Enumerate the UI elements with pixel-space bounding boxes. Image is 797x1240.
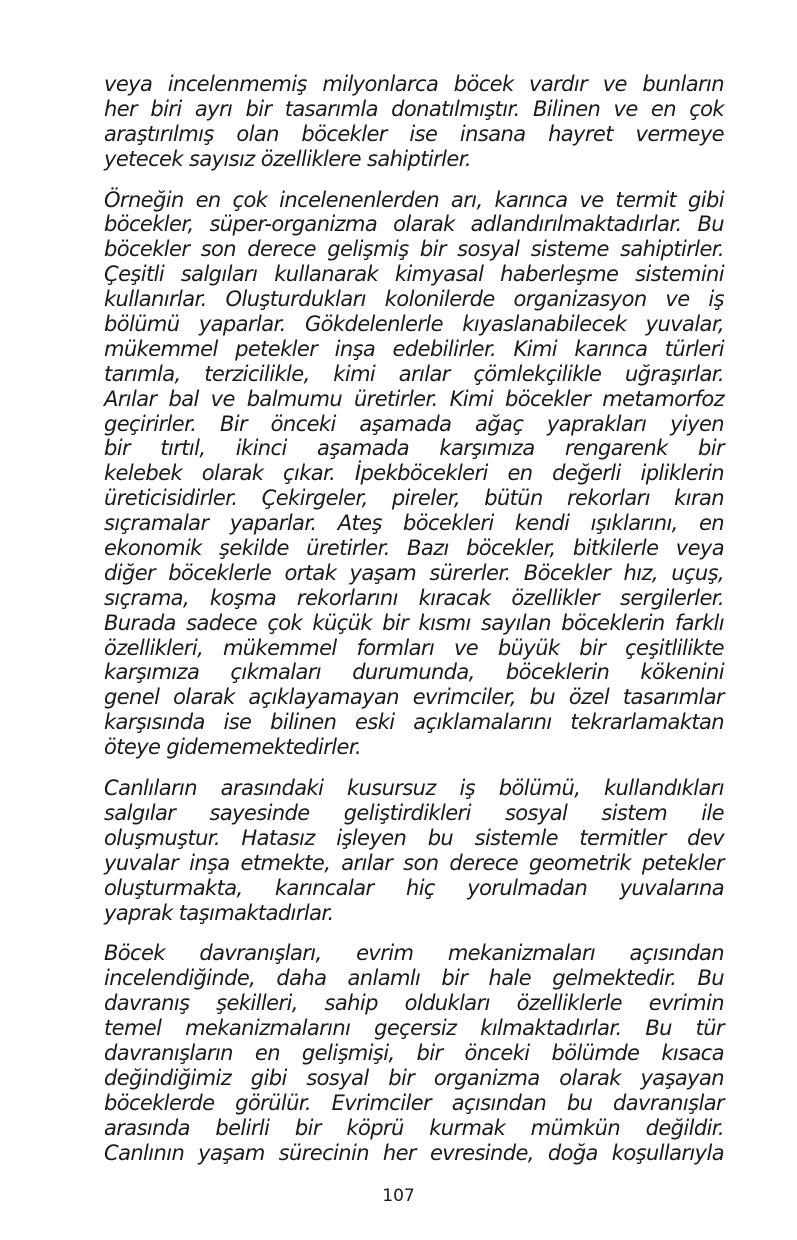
text-line: arasında belirli bir köprü kurmak mümkün değildir. bbox=[104, 1115, 724, 1140]
text-line: Burada sadece çok küçük bir kısmı sayılan böceklerin farklı bbox=[104, 610, 724, 635]
text-line: araştırılmış olan böcekler ise insana hayret vermeye bbox=[104, 121, 724, 146]
text-line: her biri ayrı bir tasarımla donatılmıştır. Bilinen ve en çok bbox=[104, 96, 724, 121]
text-line: Arılar bal ve balmumu üretirler. Kimi böcekler metamorfoz bbox=[104, 386, 724, 411]
text-line: ekonomik şekilde üretirler. Bazı böcekler, bitkilerle veya bbox=[104, 536, 724, 561]
text-line: genel olarak açıklayamayan evrimciler, bu özel tasarımlar bbox=[104, 685, 724, 710]
text-line: oluşmuştur. Hatasız işleyen bu sistemle termitler dev bbox=[104, 825, 724, 850]
paragraph bbox=[104, 72, 724, 172]
text-line: kelebek olarak çıkar. İpekböcekleri en değerli ipliklerin bbox=[104, 461, 724, 486]
text-line: davranış şekilleri, sahip oldukları özelliklerle evrimin bbox=[104, 991, 724, 1016]
text-line: karşısında ise bilinen eski açıklamalarını tekrarlamaktan bbox=[104, 710, 724, 735]
text-line: sıçrama, koşma rekorlarını kıracak özellikler sergilerler. bbox=[104, 585, 724, 610]
paragraph bbox=[104, 941, 724, 1165]
text-line: mükemmel petekler inşa edebilirler. Kimi karınca türleri bbox=[104, 336, 724, 361]
text-line: üreticisidirler. Çekirgeler, pireler, bütün rekorları kıran bbox=[104, 486, 724, 511]
text-line: böceklerde görülür. Evrimciler açısından bu davranışlar bbox=[104, 1090, 724, 1115]
text-line: yetecek sayısız özelliklere sahiptirler. bbox=[104, 146, 471, 171]
text-line: salgılar sayesinde geliştirdikleri sosyal sistem ile bbox=[104, 800, 724, 825]
text-line: temel mekanizmalarını geçersiz kılmaktadırlar. Bu tür bbox=[104, 1016, 724, 1041]
text-line: oluşturmakta, karıncalar hiç yorulmadan yuvalarına bbox=[104, 875, 724, 900]
text-line: Çeşitli salgıları kullanarak kimyasal haberleşme sistemini bbox=[104, 262, 724, 287]
text-line: veya incelenmemiş milyonlarca böcek vardır ve bunların bbox=[104, 72, 724, 96]
paragraph bbox=[104, 188, 724, 760]
text-line: bir tırtıl, ikinci aşamada karşımıza rengarenk bir bbox=[104, 436, 724, 461]
text-line: Canlıların arasındaki kusursuz iş bölümü, kullandıkları bbox=[104, 776, 724, 801]
page-body bbox=[104, 72, 724, 1181]
text-line: davranışların en gelişmişi, bir önceki bölümde kısaca bbox=[104, 1040, 724, 1065]
text-line: öteye gidememektedirler. bbox=[104, 735, 362, 760]
text-line: kullanırlar. Oluşturdukları kolonilerde organizasyon ve iş bbox=[104, 287, 724, 312]
text-line: diğer böceklerle ortak yaşam sürerler. Böcekler hız, uçuş, bbox=[104, 560, 724, 585]
text-line: yaprak taşımaktadırlar. bbox=[104, 900, 334, 925]
text-line: incelendiğinde, daha anlamlı bir hale gelmektedir. Bu bbox=[104, 966, 724, 991]
text-line: karşımıza çıkmaları durumunda, böceklerin kökenini bbox=[104, 660, 724, 685]
text-line: sıçramalar yaparlar. Ateş böcekleri kendi ışıklarını, en bbox=[104, 511, 724, 536]
text-line: değindiğimiz gibi sosyal bir organizma olarak yaşayan bbox=[104, 1065, 724, 1090]
text-line: tarımla, terzicilikle, kimi arılar çömlekçilikle uğraşırlar. bbox=[104, 361, 724, 386]
text-line: Canlının yaşam sürecinin her evresinde, doğa koşullarıyla bbox=[104, 1140, 724, 1165]
text-line: böcekler son derece gelişmiş bir sosyal sisteme sahiptirler. bbox=[104, 237, 724, 262]
paragraph bbox=[104, 776, 724, 925]
text-line: böcekler, süper-organizma olarak adlandırılmaktadırlar. Bu bbox=[104, 212, 724, 237]
text-line: geçirirler. Bir önceki aşamada ağaç yaprakları yiyen bbox=[104, 411, 724, 436]
text-line: özellikleri, mükemmel formları ve büyük bir çeşitlilikte bbox=[104, 635, 724, 660]
page-number: 107 bbox=[382, 1186, 415, 1206]
text-line: Böcek davranışları, evrim mekanizmaları açısından bbox=[104, 941, 724, 966]
text-line: bölümü yaparlar. Gökdelenlerle kıyaslanabilecek yuvalar, bbox=[104, 312, 724, 337]
text-line: yuvalar inşa etmekte, arılar son derece geometrik petekler bbox=[104, 850, 724, 875]
text-line: Örneğin en çok incelenenlerden arı, karınca ve termit gibi bbox=[104, 187, 724, 212]
